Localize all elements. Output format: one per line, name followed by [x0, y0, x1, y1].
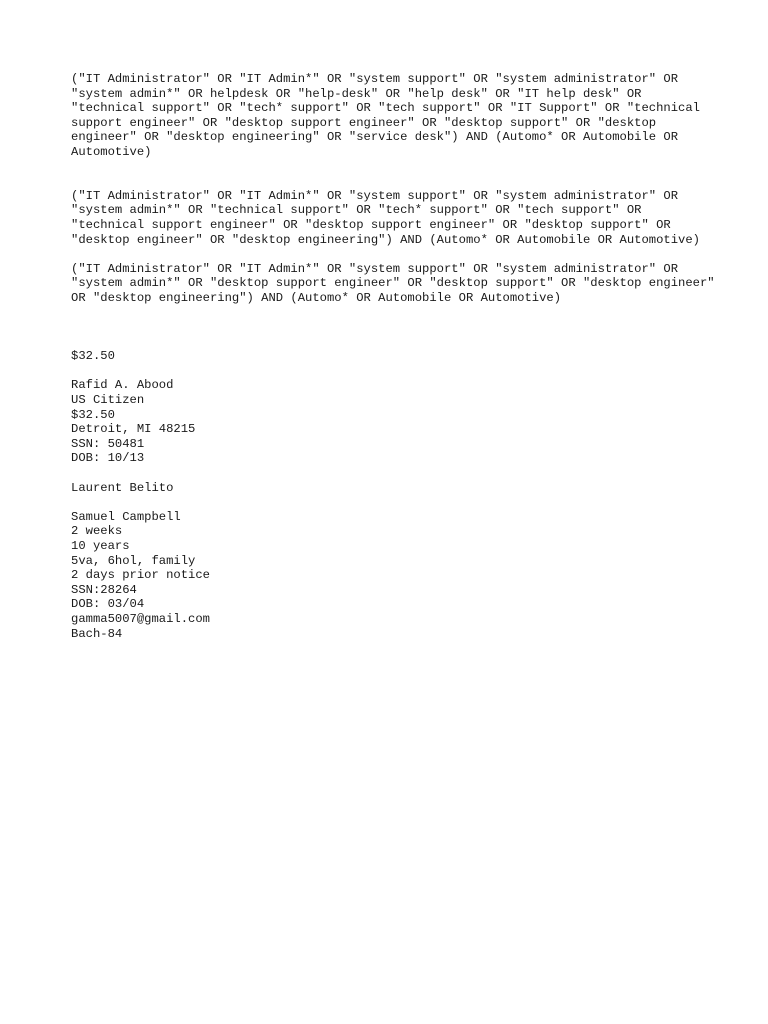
candidate-name: Rafid A. Abood: [71, 378, 174, 393]
candidate-rate: $32.50: [71, 407, 115, 422]
spacer: [71, 306, 721, 350]
spacer: [71, 495, 721, 510]
candidate-email: gamma5007@gmail.com: [71, 611, 210, 626]
spacer: [71, 160, 721, 189]
candidate-dob: DOB: 03/04: [71, 597, 145, 612]
boolean-query-1: ("IT Administrator" OR "IT Admin*" OR "system support" OR "system administrator" OR "system admin*" OR helpdesk OR "help-desk" OR "help desk" OR "IT help desk" OR "technical support" OR "tech* support" OR "tech support" OR "IT Support" OR "technical support engineer" OR "desktop support engineer" OR "desktop support" OR "desktop engineer" OR "desktop engineering" OR "service desk") AND (Automo* OR Automobile OR Automotive): [71, 72, 708, 159]
candidate-note: 5va, 6hol, family: [71, 553, 196, 568]
spacer: [71, 364, 721, 379]
candidate-name: Samuel Campbell: [71, 509, 181, 524]
candidate-dob: DOB: 10/13: [71, 451, 145, 466]
boolean-query-2: ("IT Administrator" OR "IT Admin*" OR "system support" OR "system administrator" OR "system admin*" OR "technical support" OR "tech* support" OR "tech support" OR "technical support engineer" OR "desktop support engineer" OR "desktop support" OR "desktop engineer" OR "desktop engineering") AND (Automo* OR Automobile OR Automotive): [71, 188, 700, 247]
candidate-note: 2 days prior notice: [71, 568, 210, 583]
candidate-note: 2 weeks: [71, 524, 123, 539]
candidate-note: 10 years: [71, 539, 130, 554]
candidate-status: US Citizen: [71, 393, 145, 408]
candidate-block-campbell: [71, 510, 721, 641]
candidate-ssn: SSN:28264: [71, 582, 137, 597]
candidate-location: Detroit, MI 48215: [71, 422, 196, 437]
candidate-ssn: SSN: 50481: [71, 436, 145, 451]
candidate-note: Bach-84: [71, 626, 123, 641]
rate-text: $32.50: [71, 349, 115, 364]
candidate-block-abood: [71, 378, 721, 466]
spacer: [71, 247, 721, 262]
spacer: [71, 466, 721, 481]
document-page: [71, 72, 721, 641]
candidate-name: Laurent Belito: [71, 480, 174, 495]
boolean-query-3: ("IT Administrator" OR "IT Admin*" OR "system support" OR "system administrator" OR "system admin*" OR "desktop support engineer" OR "desktop support" OR "desktop engineer" OR "desktop engineering") AND (Automo* OR Automobile OR Automotive): [71, 261, 722, 305]
candidate-block-belito: [71, 481, 721, 496]
